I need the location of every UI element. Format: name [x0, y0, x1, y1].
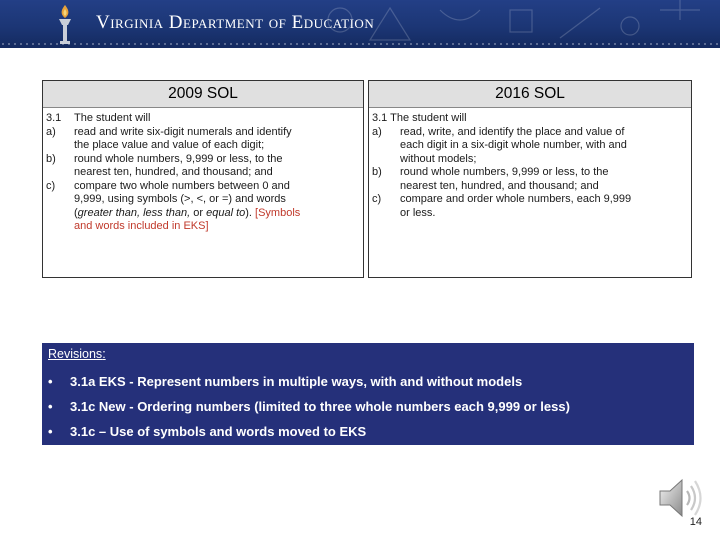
stem-text: 3.1 The student will	[372, 112, 467, 124]
stem-line	[46, 112, 357, 126]
sol-2009-heading: 2009 SOL	[43, 81, 363, 108]
sol-2016-body	[369, 108, 691, 220]
sol-2016-box	[368, 80, 692, 278]
item-label: b)	[46, 152, 56, 165]
item-label: a)	[46, 125, 56, 138]
revisions-heading: Revisions:	[48, 347, 106, 361]
header-banner	[0, 0, 720, 48]
item-text: read and write six-digit numerals and identify the place value and value of each digit;	[74, 125, 292, 151]
page-number: 14	[689, 516, 702, 528]
list-item	[46, 126, 357, 153]
item-text: round whole numbers, 9,999 or less, to the nearest ten, hundred, and thousand; and	[74, 152, 283, 178]
italic-equal: equal to	[206, 206, 246, 219]
eks-note-cont: and words included in EKS]	[74, 220, 209, 232]
list-item	[46, 153, 357, 180]
list-item	[372, 193, 685, 220]
stem-label: 3.1	[46, 112, 62, 124]
stem-line	[372, 112, 685, 126]
item-text: compare two whole numbers between 0 and 9,999, using symbols (>, <, or =) and words (greater than, less than, or equal to). [Symbols and words included in EKS]	[74, 179, 301, 232]
list-item	[372, 166, 685, 193]
sol-2009-body	[43, 108, 363, 234]
italic-words: greater than, less than,	[77, 206, 191, 219]
sol-2009-box	[42, 80, 364, 278]
revision-item: • 3.1c – Use of symbols and words moved to EKS	[48, 424, 367, 439]
item-label: b)	[372, 166, 382, 178]
list-item	[372, 126, 685, 167]
speaker-audio-icon[interactable]	[654, 474, 706, 522]
sol-2016-heading: 2016 SOL	[369, 81, 691, 108]
bullet-icon: •	[48, 374, 53, 389]
item-label: a)	[372, 125, 382, 138]
eks-note: [Symbols	[251, 206, 301, 219]
revision-item: • 3.1c New - Ordering numbers (limited to three whole numbers each 9,999 or less)	[48, 399, 570, 414]
banner-dotted-line	[0, 43, 720, 45]
item-label: c)	[46, 179, 56, 192]
revisions-panel	[42, 343, 694, 445]
revision-item: • 3.1a EKS - Represent numbers in multiple ways, with and without models	[48, 374, 523, 389]
stem-text: The student will	[74, 112, 151, 124]
item-text: round whole numbers, 9,999 or less, to the nearest ten, hundred, and thousand; and	[400, 166, 609, 192]
item-text: read, write, and identify the place and value of each digit in a six-digit whole number, with and without models;	[400, 125, 627, 165]
bullet-icon: •	[48, 424, 53, 439]
item-text: compare and order whole numbers, each 9,999 or less.	[400, 193, 632, 219]
bullet-icon: •	[48, 399, 53, 414]
department-title: Virginia Department of Education	[96, 12, 375, 33]
item-label: c)	[372, 193, 382, 205]
list-item	[46, 180, 357, 234]
torch-logo-icon	[52, 3, 78, 45]
